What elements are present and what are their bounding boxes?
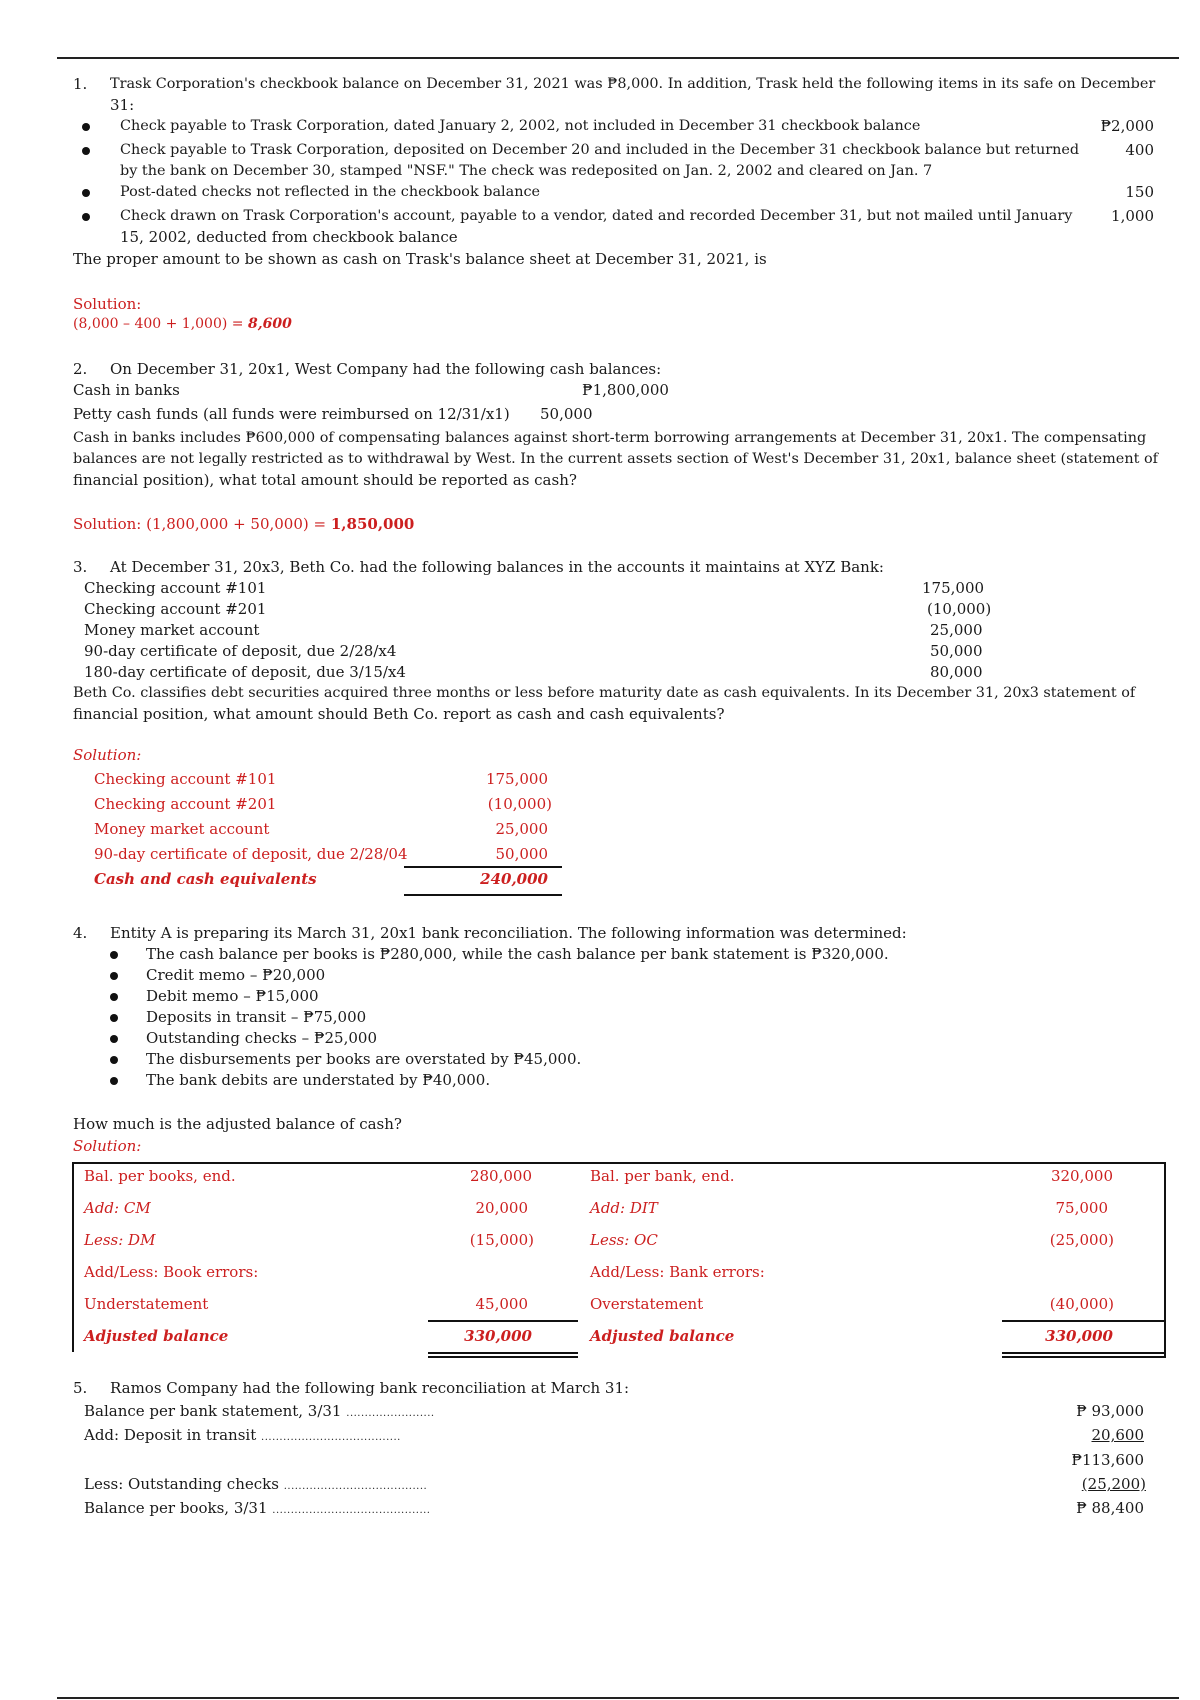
q4-bullet-text: Credit memo – ₱20,000: [146, 966, 326, 984]
q5-row-label: Less: Outstanding checks: [84, 1475, 279, 1493]
q2-para-line1: Cash in banks includes ₱600,000 of compensating balances against short-term borrowing arrangements at December 31, 20x1. The compensating: [73, 430, 1147, 446]
q4-number: 4.: [73, 924, 88, 942]
q4-right-total-rule: [1002, 1320, 1166, 1322]
q5-row: [84, 1425, 401, 1448]
q3-solution-label: Solution:: [73, 746, 142, 764]
q4-left-amount: 45,000: [475, 1295, 528, 1313]
q3-row-amount: 175,000: [922, 579, 985, 597]
q4-right-label: Add/Less: Bank errors:: [590, 1263, 765, 1281]
q2-row1-amount: ₱1,800,000: [582, 381, 669, 399]
q3-sol-label: Checking account #201: [94, 795, 277, 813]
q4-right-total-label: Adjusted balance: [590, 1327, 735, 1345]
q2-para-line3: financial position), what total amount should be reported as cash?: [73, 471, 577, 489]
q3-text: At December 31, 20x3, Beth Co. had the following balances in the accounts it maintains at XYZ Bank:: [110, 558, 884, 576]
q1-item-2-line1: Check payable to Trask Corporation, deposited on December 20 and included in the December 31 checkbook balance but returned: [120, 142, 1080, 158]
q1-text-line1: Trask Corporation's checkbook balance on December 31, 2021 was ₱8,000. In addition, Trask held the following items in its safe on December: [110, 76, 1156, 92]
q1-solution-answer: 8,600: [247, 316, 292, 332]
q5-row-dots: ........................: [346, 1408, 435, 1419]
q1-item-2-amount: 400: [1125, 141, 1154, 159]
q4-right-label: Less: OC: [590, 1231, 658, 1249]
q5-row-dots: .......................................: [283, 1481, 428, 1492]
top-rule: [57, 57, 1179, 59]
q5-row-amount: ₱ 93,000: [1076, 1402, 1144, 1420]
q3-row-amount: 80,000: [930, 663, 983, 681]
q4-bullet: [110, 1014, 118, 1022]
q3-total-label: Cash and cash equivalents: [94, 870, 317, 888]
q1-bullet-4: [82, 213, 90, 221]
q4-text: Entity A is preparing its March 31, 20x1 bank reconciliation. The following information was determined:: [110, 924, 907, 942]
q3-total-amount: 240,000: [480, 870, 548, 888]
q4-left-amount: 20,000: [475, 1199, 528, 1217]
q4-bullet-text: Deposits in transit – ₱75,000: [146, 1008, 367, 1026]
q1-item-1: Check payable to Trask Corporation, dated January 2, 2002, not included in December 31 checkbook balance: [120, 118, 921, 134]
q5-row: [84, 1401, 435, 1424]
q5-row-label: Balance per books, 3/31: [84, 1499, 268, 1517]
q4-bullet-text: The cash balance per books is ₱280,000, while the cash balance per bank statement is ₱320,000.: [146, 945, 889, 963]
q4-bullet: [110, 1035, 118, 1043]
q1-question: The proper amount to be shown as cash on Trask's balance sheet at December 31, 2021, is: [73, 250, 767, 268]
q2-solution: [73, 514, 414, 535]
q1-item-4-line2: 15, 2002, deducted from checkbook balance: [120, 228, 458, 246]
q4-bullet-text: The bank debits are understated by ₱40,000.: [146, 1071, 491, 1089]
q4-bullet: [110, 1077, 118, 1085]
q4-bullet: [110, 993, 118, 1001]
q5-row: [84, 1498, 430, 1521]
q4-left-amount: 280,000: [469, 1167, 532, 1185]
q2-solution-answer: 1,850,000: [330, 515, 415, 533]
q3-row-label: 180-day certificate of deposit, due 3/15/x4: [84, 663, 406, 681]
q1-number: 1.: [73, 75, 88, 93]
q1-bullet-1: [82, 123, 90, 131]
q3-para-line1: Beth Co. classifies debt securities acquired three months or less before maturity date as cash equivalents. In its December 31, 20x3 statement of: [73, 685, 1136, 701]
q4-right-label: Add: DIT: [590, 1199, 658, 1217]
q2-row1-label: Cash in banks: [73, 381, 180, 399]
q3-sol-amount: 175,000: [485, 770, 548, 788]
q5-row: [84, 1474, 427, 1497]
q1-item-1-amount: ₱2,000: [1100, 117, 1154, 135]
bottom-rule: [57, 1697, 1179, 1699]
q4-question: How much is the adjusted balance of cash?: [73, 1115, 402, 1133]
q4-bullet: [110, 1056, 118, 1064]
q4-bullet: [110, 951, 118, 959]
q3-sol-label: Money market account: [94, 820, 270, 838]
q4-right-label: Overstatement: [590, 1295, 704, 1313]
q4-left-label: Understatement: [84, 1295, 209, 1313]
q4-left-label: Add: CM: [84, 1199, 151, 1217]
q5-row-dots: ...........................................: [272, 1505, 431, 1516]
q3-sol-amount: 25,000: [495, 820, 548, 838]
q3-row-label: 90-day certificate of deposit, due 2/28/x4: [84, 642, 397, 660]
q3-row-label: Checking account #201: [84, 600, 267, 618]
q2-text: On December 31, 20x1, West Company had the following cash balances:: [110, 360, 662, 378]
q4-right-amount: 75,000: [1055, 1199, 1108, 1217]
q1-item-4-amount: 1,000: [1111, 207, 1154, 225]
q4-right-label: Bal. per bank, end.: [590, 1167, 735, 1185]
q4-left-double-rule: [428, 1352, 578, 1354]
q4-left-label: Bal. per books, end.: [84, 1167, 236, 1185]
q4-solution-label: Solution:: [73, 1137, 142, 1155]
q2-row2-label: Petty cash funds (all funds were reimbursed on 12/31/x1): [73, 405, 510, 423]
q3-row-amount: 25,000: [930, 621, 983, 639]
q3-sol-label: 90-day certificate of deposit, due 2/28/04: [94, 845, 408, 863]
q2-row2-amount: 50,000: [540, 405, 593, 423]
q3-sol-amount: (10,000): [487, 795, 552, 813]
q2-para-line2: balances are not legally restricted as to withdrawal by West. In the current assets section of West's December 31, 20x1, balance sheet (statement of: [73, 451, 1158, 467]
q4-left-double-rule-2: [428, 1356, 578, 1358]
q3-sol-label: Checking account #101: [94, 770, 277, 788]
q3-row-amount: (10,000): [927, 600, 992, 618]
q1-solution: [73, 314, 292, 335]
q5-row-amount: (25,200): [1081, 1475, 1146, 1493]
q4-right-amount: 320,000: [1050, 1167, 1113, 1185]
q1-bullet-3: [82, 189, 90, 197]
q3-total-double-rule: [404, 894, 562, 896]
q3-sol-amount: 50,000: [495, 845, 548, 863]
q3-number: 3.: [73, 558, 88, 576]
q3-total-rule: [404, 866, 562, 868]
q4-left-label: Add/Less: Book errors:: [84, 1263, 259, 1281]
q4-right-amount: (25,000): [1049, 1231, 1114, 1249]
q5-row-amount: 20,600: [1091, 1426, 1144, 1444]
q5-text: Ramos Company had the following bank reconciliation at March 31:: [110, 1379, 630, 1397]
q3-row-label: Checking account #101: [84, 579, 267, 597]
q4-bullet-text: The disbursements per books are overstated by ₱45,000.: [146, 1050, 582, 1068]
q4-right-double-rule: [1002, 1352, 1166, 1354]
q1-item-2-line2: by the bank on December 30, stamped "NSF." The check was redeposited on Jan. 2, 2002 and cleared on Jan. 7: [120, 163, 933, 179]
q3-row-label: Money market account: [84, 621, 260, 639]
q4-bullet: [110, 972, 118, 980]
q1-item-3: Post-dated checks not reflected in the checkbook balance: [120, 184, 541, 200]
q4-left-total-label: Adjusted balance: [84, 1327, 229, 1345]
q1-solution-calc: (8,000 – 400 + 1,000) =: [73, 316, 248, 332]
q2-number: 2.: [73, 360, 88, 378]
q1-item-3-amount: 150: [1125, 183, 1154, 201]
q4-left-amount: (15,000): [469, 1231, 534, 1249]
q5-row-amount: ₱ 88,400: [1076, 1499, 1144, 1517]
q3-para-line2: financial position, what amount should Beth Co. report as cash and cash equivalents?: [73, 705, 725, 723]
q1-solution-label: Solution:: [73, 295, 142, 313]
q5-row-dots: ......................................: [261, 1432, 401, 1443]
q4-bullet-text: Outstanding checks – ₱25,000: [146, 1029, 377, 1047]
q4-right-amount: (40,000): [1049, 1295, 1114, 1313]
q3-row-amount: 50,000: [930, 642, 983, 660]
q4-bullet-text: Debit memo – ₱15,000: [146, 987, 319, 1005]
q4-left-label: Less: DM: [84, 1231, 156, 1249]
q5-row-label: Add: Deposit in transit: [84, 1426, 257, 1444]
q5-number: 5.: [73, 1379, 88, 1397]
q5-row-label: Balance per bank statement, 3/31: [84, 1402, 342, 1420]
q4-right-total-amount: 330,000: [1045, 1327, 1113, 1345]
q1-text-line2: 31:: [110, 96, 135, 114]
q5-row-amount: ₱113,600: [1071, 1451, 1144, 1469]
q4-right-double-rule-2: [1002, 1356, 1166, 1358]
q1-item-4-line1: Check drawn on Trask Corporation's account, payable to a vendor, dated and recorded December 31, but not mailed until January: [120, 208, 1073, 224]
q4-left-total-amount: 330,000: [464, 1327, 532, 1345]
q2-solution-calc: Solution: (1,800,000 + 50,000) =: [73, 515, 331, 533]
q4-table-left-border: [72, 1162, 74, 1352]
q4-left-total-rule: [428, 1320, 578, 1322]
q1-bullet-2: [82, 147, 90, 155]
